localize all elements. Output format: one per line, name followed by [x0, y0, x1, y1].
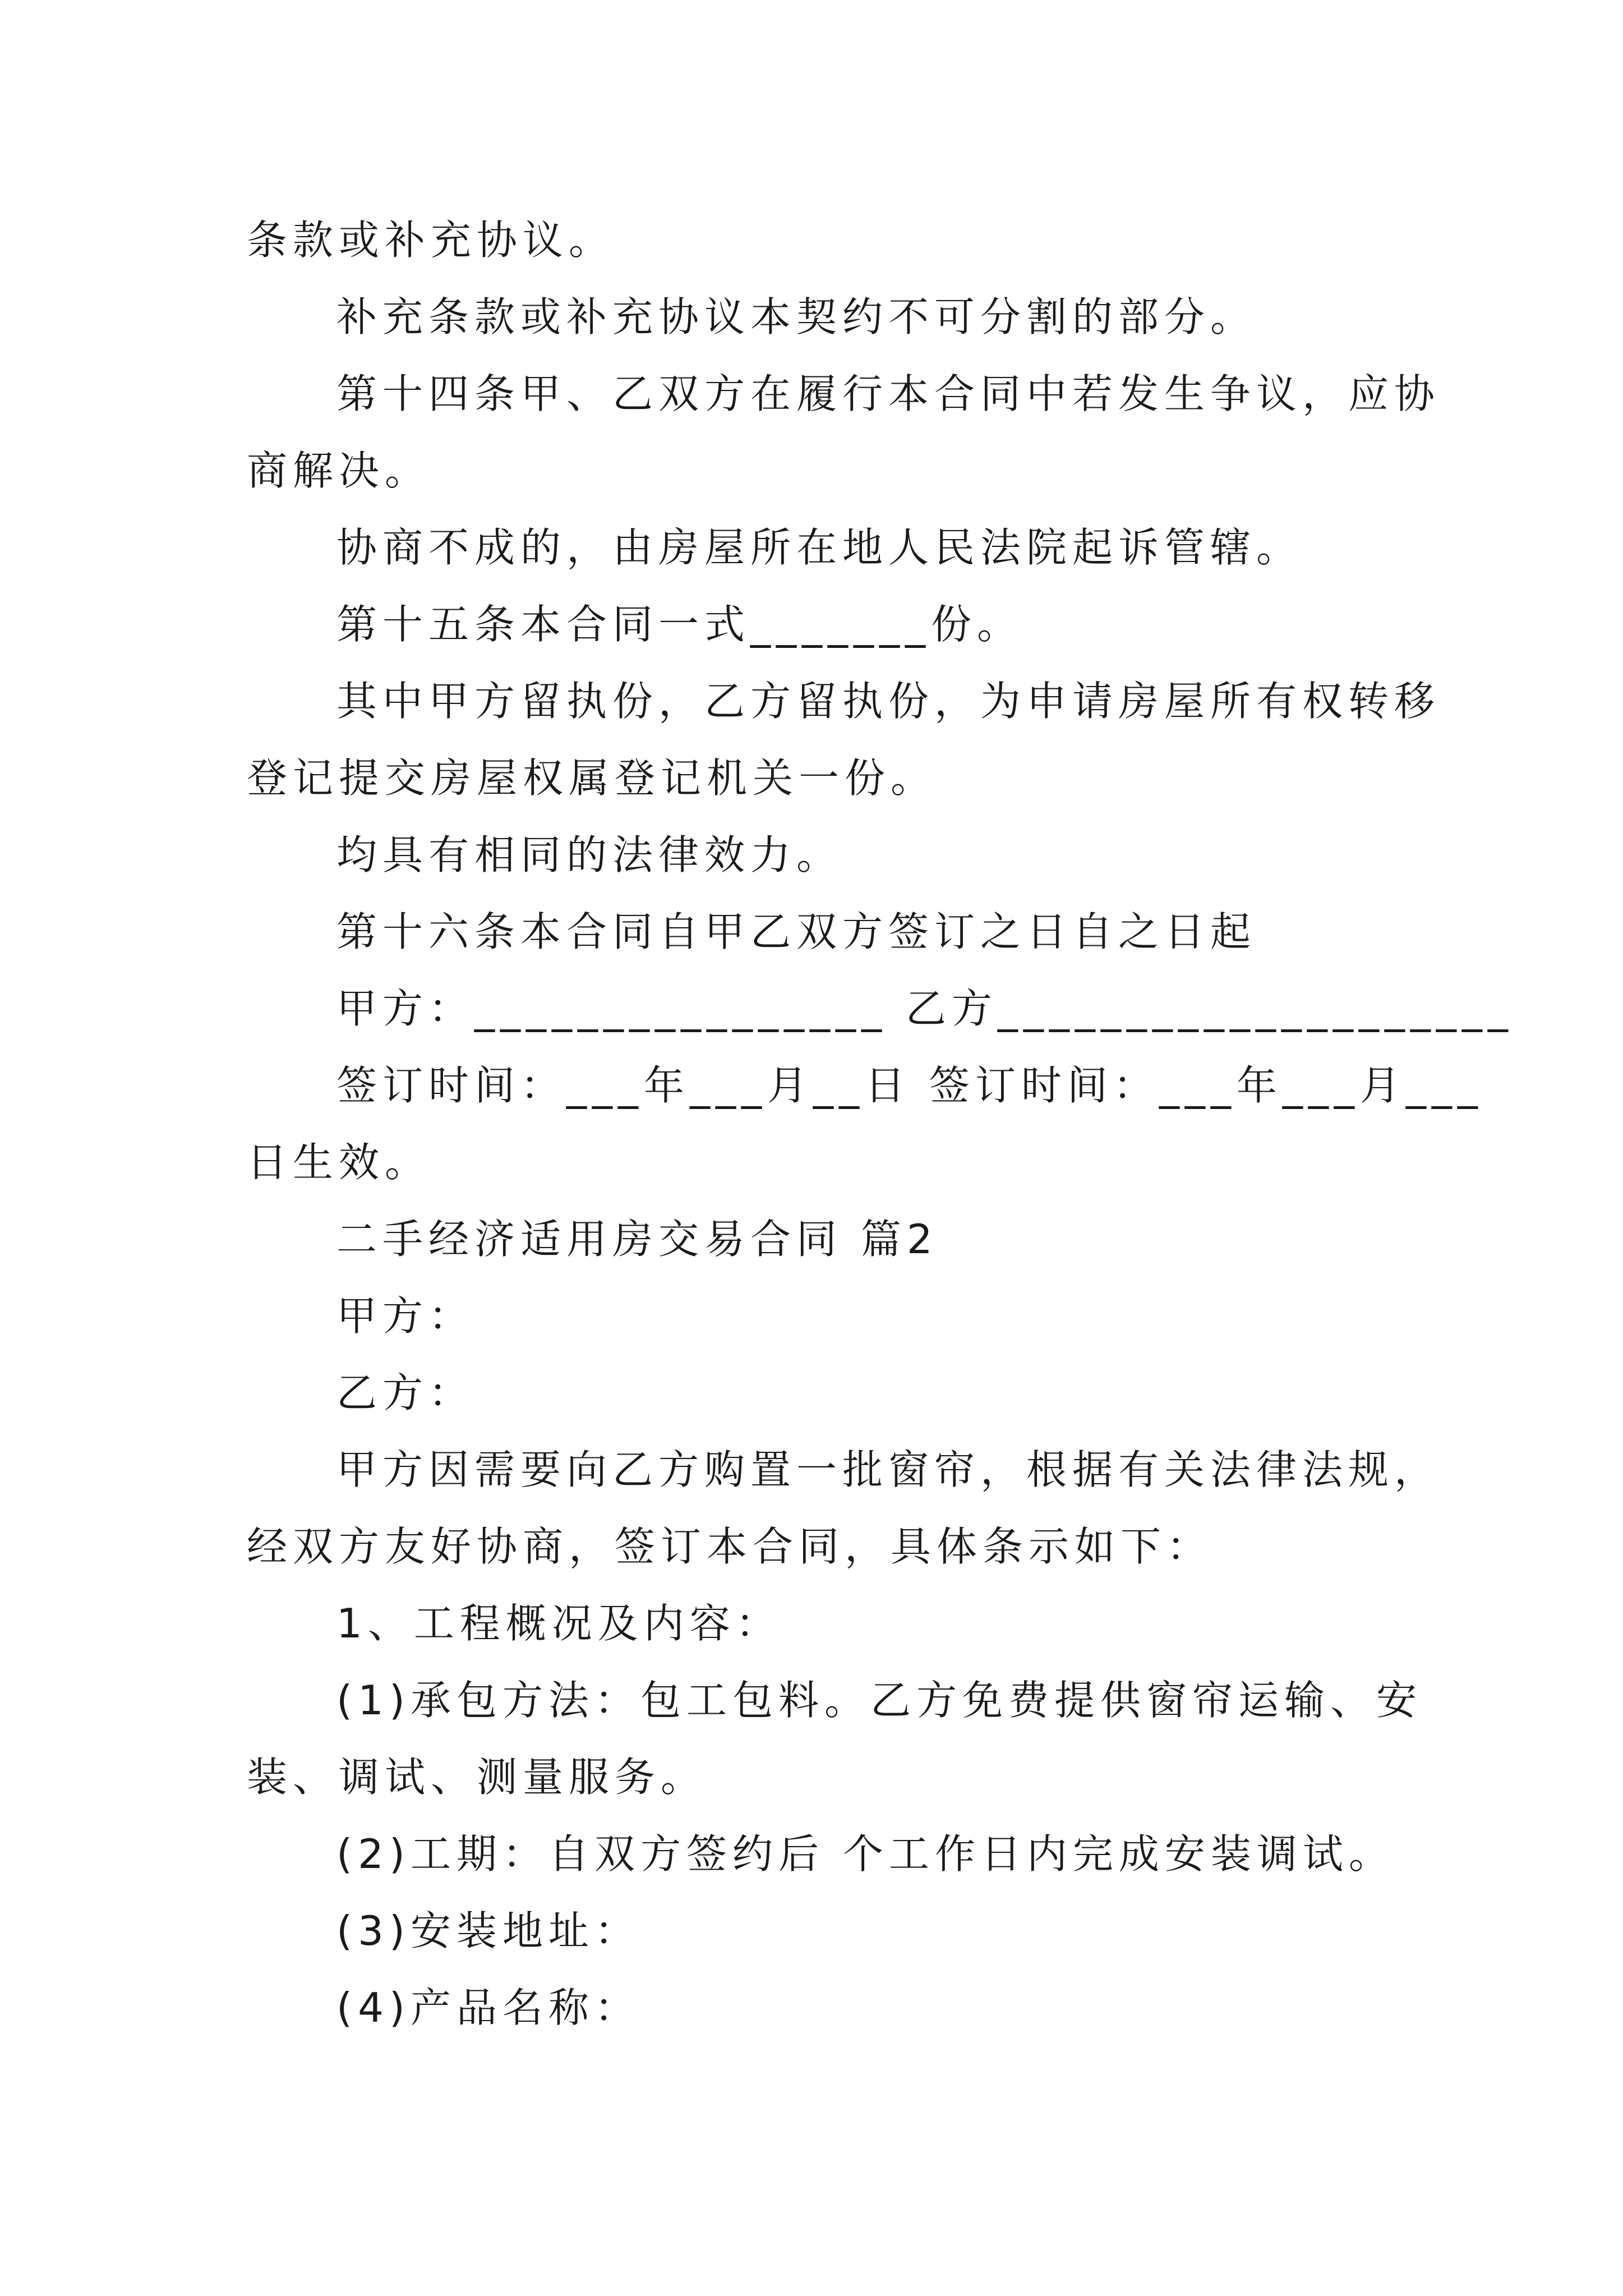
text-line: 均具有相同的法律效力。 [336, 831, 843, 878]
text-line: 第十六条本合同自甲乙双方签订之日自之日起 [336, 908, 1257, 955]
signature-line: 甲方：________________ 乙方____________________ [336, 985, 1514, 1032]
clause-heading: 1、工程概况及内容： [336, 1600, 782, 1647]
text-line: (1)承包方法：包工包料。乙方免费提供窗帘运输、安 [336, 1677, 1422, 1724]
section-title: 二手经济适用房交易合同 篇2 [336, 1216, 938, 1263]
text-line: (4)产品名称： [336, 1984, 640, 2031]
text-line: 装、调试、测量服务。 [247, 1754, 707, 1801]
party-a-label: 甲方： [336, 1292, 475, 1340]
text-line: 第十五条本合同一式_______份。 [336, 601, 1023, 648]
text-line: 协商不成的，由房屋所在地人民法院起诉管辖。 [336, 524, 1303, 571]
text-line: 条款或补充协议。 [247, 217, 615, 264]
text-line: 其中甲方留执份，乙方留执份，为申请房屋所有权转移 [336, 678, 1441, 725]
text-line: 甲方因需要向乙方购置一批窗帘，根据有关法律法规， [336, 1446, 1441, 1493]
text-line: 第十四条甲、乙双方在履行本合同中若发生争议，应协 [336, 370, 1441, 417]
text-line: 登记提交房屋权属登记机关一份。 [247, 754, 937, 802]
text-line: 日生效。 [247, 1139, 431, 1186]
text-line: 商解决。 [247, 447, 431, 494]
text-line: (2)工期：自双方签约后 个工作日内完成安装调试。 [336, 1830, 1395, 1878]
party-b-label: 乙方： [336, 1369, 475, 1416]
text-line: 经双方友好协商，签订本合同，具体条示如下： [247, 1523, 1213, 1570]
signing-date-line: 签订时间：___年___月__日 签订时间：___年___月___ [336, 1062, 1483, 1109]
text-line: (3)安装地址： [336, 1907, 640, 1954]
contract-text [247, 202, 1514, 2046]
text-line: 补充条款或补充协议本契约不可分割的部分。 [336, 293, 1257, 341]
